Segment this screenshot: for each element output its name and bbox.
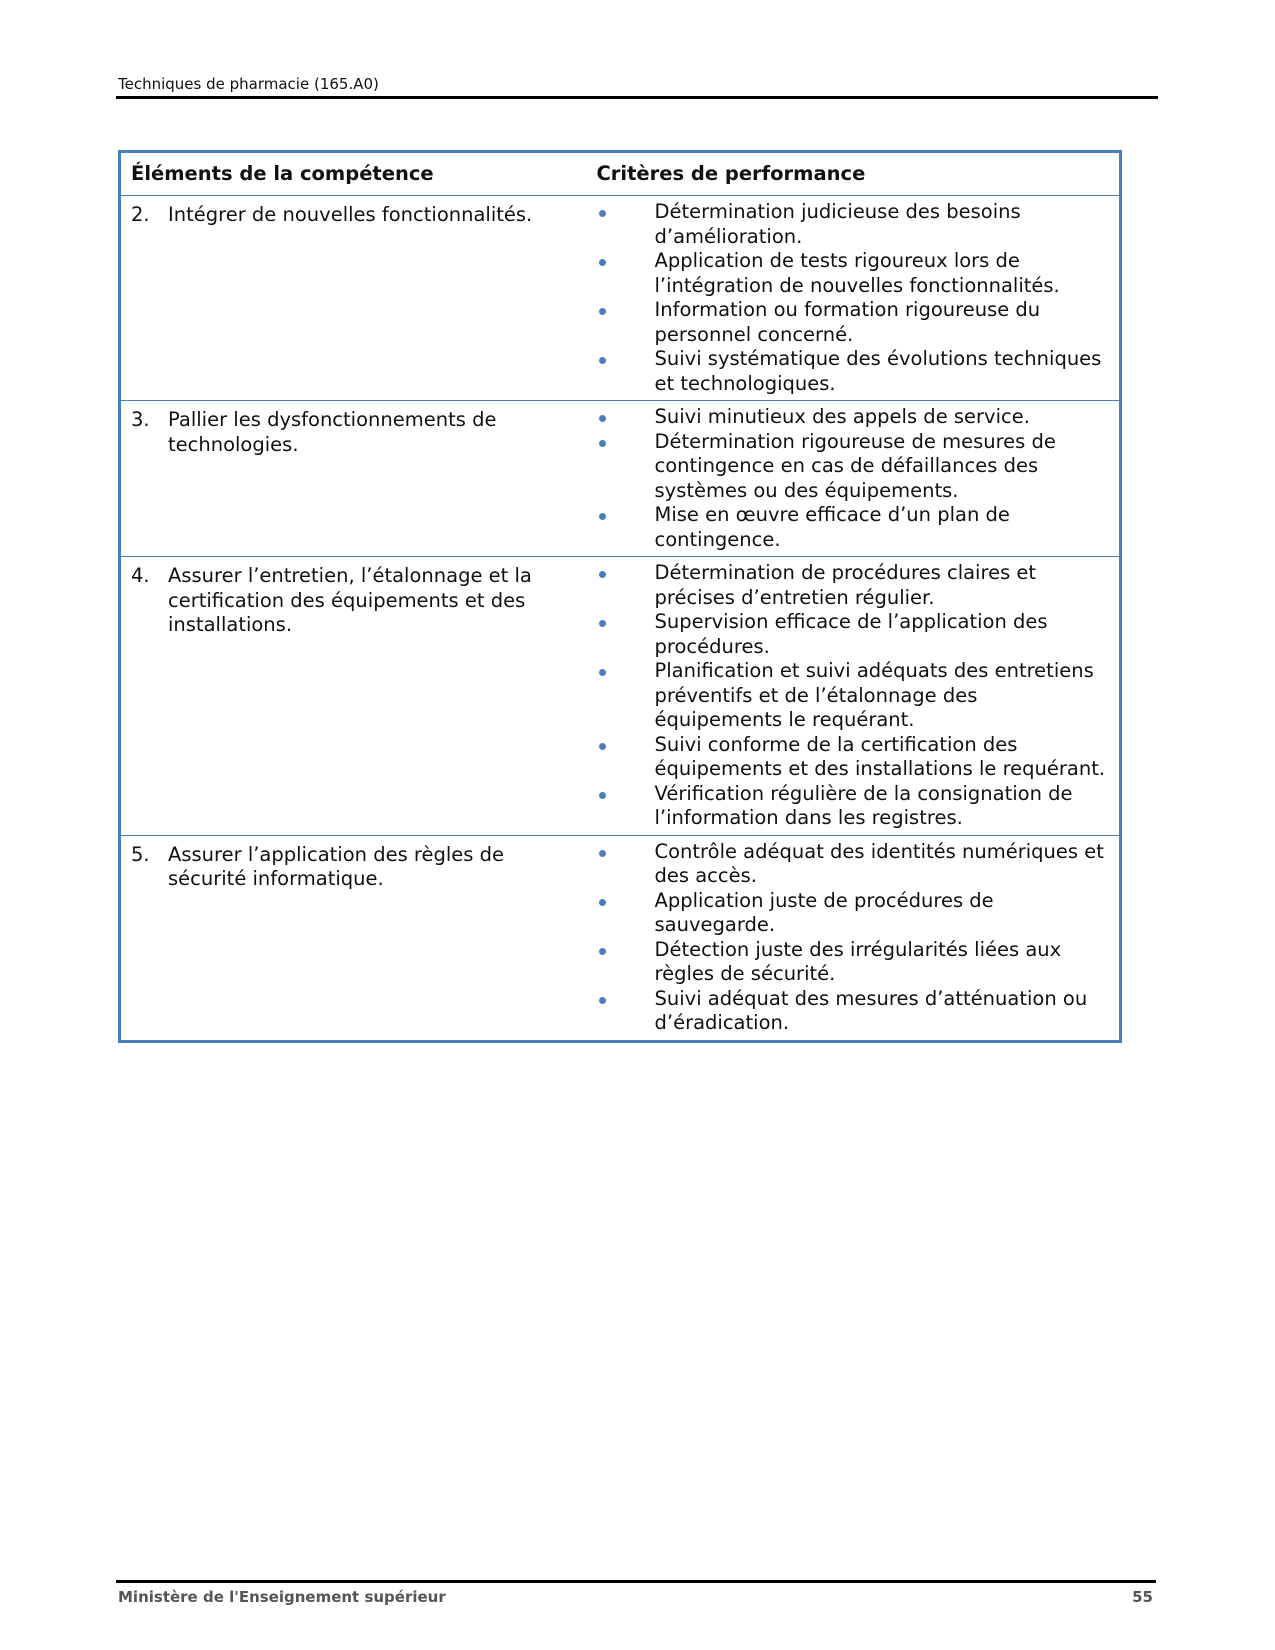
table-row bbox=[120, 835, 1121, 1041]
table-row bbox=[120, 401, 1121, 557]
element-number: 2. bbox=[131, 203, 150, 226]
criterion-text: Supervision efficace de l’application des procédures. bbox=[654, 610, 1048, 658]
bullet-icon bbox=[587, 610, 655, 659]
criterion-text: Suivi conforme de la certification des équipements et des installations le requérant. bbox=[654, 732, 1106, 780]
criteria-list bbox=[587, 401, 1120, 556]
criterion-item bbox=[587, 782, 1112, 831]
criterion-text: Vérification régulière de la consignation de l’information dans les registres. bbox=[654, 781, 1073, 829]
footer-rule bbox=[116, 1580, 1156, 1583]
criterion-text: Détermination rigoureuse de mesures de contingence en cas de défaillances des systèmes ou des équipements. bbox=[654, 429, 1056, 502]
criterion-text: Suivi adéquat des mesures d’atténuation ou d’éradication. bbox=[654, 986, 1088, 1034]
competence-table bbox=[118, 150, 1122, 1043]
bullet-icon bbox=[587, 561, 655, 610]
criterion-item bbox=[587, 503, 1112, 552]
criterion-item bbox=[587, 610, 1112, 659]
element-number: 4. bbox=[131, 564, 150, 587]
criterion-text: Application juste de procédures de sauvegarde. bbox=[654, 888, 994, 936]
page-number: 55 bbox=[1132, 1588, 1153, 1606]
criterion-item bbox=[587, 430, 1112, 504]
criterion-text: Détection juste des irrégularités liées aux règles de sécurité. bbox=[654, 937, 1062, 985]
criterion-item bbox=[587, 889, 1112, 938]
element-cell bbox=[121, 836, 587, 892]
criterion-item bbox=[587, 405, 1112, 430]
criterion-item bbox=[587, 561, 1112, 610]
criterion-text: Détermination judicieuse des besoins d’amélioration. bbox=[654, 200, 1021, 248]
element-number: 3. bbox=[131, 408, 150, 431]
table-row bbox=[120, 557, 1121, 836]
bullet-icon bbox=[587, 889, 655, 938]
criterion-item bbox=[587, 987, 1112, 1036]
bullet-icon bbox=[587, 405, 655, 430]
footer-ministry: Ministère de l'Enseignement supérieur bbox=[118, 1588, 446, 1606]
bullet-icon bbox=[587, 987, 655, 1036]
criterion-item bbox=[587, 298, 1112, 347]
criterion-text: Planification et suivi adéquats des entretiens préventifs et de l’étalonnage des équipements le requérant. bbox=[654, 659, 1094, 731]
table-row bbox=[120, 196, 1121, 401]
criterion-item bbox=[587, 938, 1112, 987]
bullet-icon bbox=[587, 503, 655, 552]
bullet-icon bbox=[587, 249, 655, 298]
element-cell bbox=[121, 196, 587, 228]
header-rule bbox=[116, 96, 1158, 99]
criterion-item bbox=[587, 249, 1112, 298]
col-header-criteria: Critères de performance bbox=[587, 152, 1121, 196]
criterion-item bbox=[587, 200, 1112, 249]
element-cell bbox=[121, 557, 587, 638]
running-header: Techniques de pharmacie (165.A0) bbox=[118, 75, 379, 93]
criteria-list bbox=[587, 196, 1120, 400]
element-number: 5. bbox=[131, 842, 150, 866]
criterion-text: Détermination de procédures claires et précises d’entretien régulier. bbox=[654, 561, 1037, 609]
criteria-list bbox=[587, 836, 1120, 1040]
criterion-item bbox=[587, 840, 1112, 889]
bullet-icon bbox=[587, 782, 655, 831]
criterion-item bbox=[587, 659, 1112, 733]
bullet-icon bbox=[587, 733, 655, 782]
bullet-icon bbox=[587, 430, 655, 504]
criterion-text: Suivi systématique des évolutions techniques et technologiques. bbox=[654, 347, 1102, 395]
bullet-icon bbox=[587, 659, 655, 733]
bullet-icon bbox=[587, 298, 655, 347]
criterion-text: Information ou formation rigoureuse du personnel concerné. bbox=[654, 298, 1041, 346]
col-header-elements: Éléments de la compétence bbox=[120, 152, 587, 196]
criteria-list bbox=[587, 557, 1120, 835]
bullet-icon bbox=[587, 840, 655, 889]
criterion-text: Mise en œuvre efficace d’un plan de contingence. bbox=[654, 503, 1010, 551]
criterion-item bbox=[587, 733, 1112, 782]
element-cell bbox=[121, 401, 587, 457]
element-text: Assurer l’application des règles de sécurité informatique. bbox=[168, 842, 505, 890]
criterion-text: Contrôle adéquat des identités numériques et des accès. bbox=[654, 839, 1104, 887]
bullet-icon bbox=[587, 938, 655, 987]
bullet-icon bbox=[587, 347, 655, 396]
element-text: Assurer l’entretien, l’étalonnage et la certification des équipements et des installations. bbox=[168, 564, 532, 636]
criterion-item bbox=[587, 347, 1112, 396]
criterion-text: Suivi minutieux des appels de service. bbox=[654, 405, 1030, 428]
element-text: Intégrer de nouvelles fonctionnalités. bbox=[168, 203, 533, 226]
element-text: Pallier les dysfonctionnements de technologies. bbox=[168, 408, 497, 456]
bullet-icon bbox=[587, 200, 655, 249]
criterion-text: Application de tests rigoureux lors de l’intégration de nouvelles fonctionnalités. bbox=[654, 249, 1060, 297]
